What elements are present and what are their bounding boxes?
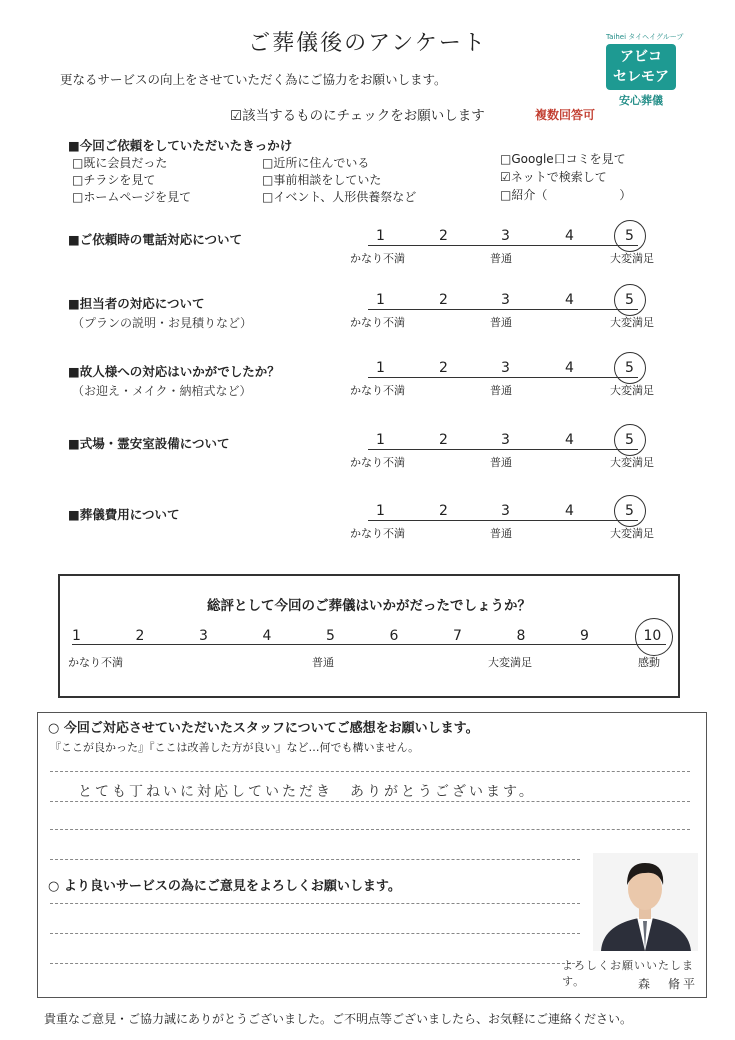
- summary-option-7[interactable]: 7: [453, 628, 462, 644]
- rating-label-low: かなり不満: [350, 252, 405, 265]
- question-heading: ■葬儀費用について: [68, 507, 180, 522]
- page-subtitle: 更なるサービスの向上をさせていただく為にご協力をお願いします。: [60, 72, 447, 87]
- trigger-heading: ■今回ご依頼をしていただいたきっかけ: [68, 138, 293, 153]
- summary-option-9[interactable]: 9: [580, 628, 589, 644]
- option-netsearch[interactable]: ☑ネットで検索して: [500, 170, 607, 184]
- rating-option-2[interactable]: 2: [439, 432, 448, 448]
- rating-label-mid: 普通: [490, 527, 512, 540]
- rating-option-1[interactable]: 1: [376, 503, 385, 519]
- question-heading: ■式場・霊安室設備について: [68, 436, 230, 451]
- rating-option-2[interactable]: 2: [439, 292, 448, 308]
- rating-label-low: かなり不満: [350, 384, 405, 397]
- rating-option-5[interactable]: 5: [625, 503, 634, 519]
- summary-option-10[interactable]: 10: [643, 628, 662, 644]
- summary-option-6[interactable]: 6: [389, 628, 399, 644]
- selected-rating-circle: [614, 352, 646, 384]
- rating-label-high: 大変満足: [610, 456, 654, 469]
- rating-option-3[interactable]: 3: [501, 228, 510, 244]
- suggestion-question: ○ より良いサービスの為にご意見をよろしくお願いします。: [48, 879, 401, 894]
- rating-label-mid: 普通: [490, 384, 512, 397]
- rating-option-4[interactable]: 4: [565, 228, 574, 244]
- staff-message: よろしくお願いいたします。: [562, 959, 694, 988]
- summary-label-high: 大変満足: [488, 656, 532, 669]
- page-title: ご葬儀後のアンケート: [248, 31, 487, 56]
- answer-line: [50, 801, 690, 802]
- summary-label-top: 感動: [638, 656, 660, 669]
- summary-label-low: かなり不満: [68, 656, 123, 669]
- logo-line1: アビコ: [620, 49, 662, 65]
- question-heading: ■ご依頼時の電話対応について: [68, 232, 243, 247]
- summary-option-3[interactable]: 3: [199, 628, 208, 644]
- rating-label-mid: 普通: [490, 252, 512, 265]
- rating-label-mid: 普通: [490, 456, 512, 469]
- summary-option-1[interactable]: 1: [72, 628, 81, 644]
- summary-scale-line: [72, 644, 666, 645]
- footer-note: 貴重なご意見・ご協力誠にありがとうございました。ご不明点等ございましたら、お気軽にご連絡ください。: [44, 1012, 633, 1026]
- rating-option-2[interactable]: 2: [439, 503, 448, 519]
- rating-label-high: 大変満足: [610, 316, 654, 329]
- rating-option-4[interactable]: 4: [565, 292, 574, 308]
- staff-feedback-hint: 『ここが良かった』『ここは改善した方が良い』など…何でも構いません。: [50, 741, 420, 754]
- company-logo: [606, 44, 676, 90]
- rating-option-1[interactable]: 1: [376, 292, 385, 308]
- summary-selected-circle: [635, 618, 673, 656]
- staff-feedback-answer[interactable]: とても丁ねいに対応していただき ありがとうございます。: [78, 784, 536, 800]
- rating-scale-line: [368, 520, 638, 521]
- rating-option-4[interactable]: 4: [565, 360, 574, 376]
- selected-rating-circle: [614, 424, 646, 456]
- rating-option-5[interactable]: 5: [625, 360, 634, 376]
- rating-option-3[interactable]: 3: [501, 503, 510, 519]
- answer-line: [50, 859, 580, 860]
- summary-question: 総評として今回のご葬儀はいかがだったでしょうか？: [207, 598, 531, 614]
- rating-option-4[interactable]: 4: [565, 503, 574, 519]
- summary-option-5[interactable]: 5: [326, 628, 335, 644]
- rating-label-low: かなり不満: [350, 316, 405, 329]
- logo-line2: セレモア: [613, 69, 669, 85]
- rating-scale-line: [368, 377, 638, 378]
- rating-label-mid: 普通: [490, 316, 512, 329]
- rating-label-low: かなり不満: [350, 456, 405, 469]
- rating-option-1[interactable]: 1: [376, 360, 385, 376]
- answer-line: [50, 933, 580, 934]
- option-google[interactable]: □Google口コミを見て: [500, 152, 626, 166]
- option-event[interactable]: □イベント、人形供養祭など: [262, 190, 417, 204]
- summary-box: [58, 574, 680, 698]
- option-homepage[interactable]: □ホームページを見て: [72, 190, 192, 204]
- rating-option-1[interactable]: 1: [376, 228, 385, 244]
- option-flyer[interactable]: □チラシを見て: [72, 173, 156, 187]
- summary-option-8[interactable]: 8: [516, 628, 526, 644]
- question-subtext: （お迎え・メイク・納棺式など）: [72, 384, 252, 398]
- answer-line: [50, 963, 580, 964]
- question-heading: ■担当者の対応について: [68, 296, 205, 311]
- rating-option-2[interactable]: 2: [439, 228, 448, 244]
- rating-option-2[interactable]: 2: [439, 360, 448, 376]
- option-member[interactable]: □既に会員だった: [72, 156, 168, 170]
- rating-option-1[interactable]: 1: [376, 432, 385, 448]
- rating-option-3[interactable]: 3: [501, 432, 510, 448]
- rating-option-5[interactable]: 5: [625, 228, 634, 244]
- summary-option-2[interactable]: 2: [135, 628, 145, 644]
- staff-photo: [593, 853, 698, 951]
- rating-label-high: 大変満足: [610, 252, 654, 265]
- staff-feedback-question: ○ 今回ご対応させていただいたスタッフについてご感想をお願いします。: [48, 721, 479, 736]
- rating-option-4[interactable]: 4: [565, 432, 574, 448]
- comments-box: [37, 712, 707, 998]
- logo-brand: Taihei タイヘイグループ: [606, 33, 684, 41]
- selected-rating-circle: [614, 284, 646, 316]
- question-heading: ■故人様への対応はいかがでしたか？: [68, 364, 280, 379]
- summary-option-4[interactable]: 4: [262, 628, 272, 644]
- selected-rating-circle: [614, 495, 646, 527]
- question-subtext: （プランの説明・お見積りなど）: [72, 316, 253, 330]
- instruction-text: 該当するものにチェックをお願いします: [242, 108, 485, 124]
- answer-line: [50, 829, 690, 830]
- rating-scale-line: [368, 309, 638, 310]
- rating-option-3[interactable]: 3: [501, 292, 510, 308]
- summary-label-mid: 普通: [312, 656, 334, 669]
- check-instruction: [230, 104, 485, 124]
- logo-tagline: 安心葬儀: [619, 94, 663, 107]
- rating-scale-line: [368, 245, 638, 246]
- multiple-answers-note: 複数回答可: [535, 108, 596, 122]
- rating-label-high: 大変満足: [610, 384, 654, 397]
- rating-label-low: かなり不満: [350, 527, 405, 540]
- selected-rating-circle: [614, 220, 646, 252]
- answer-line: [50, 903, 580, 904]
- option-referral[interactable]: □紹介（ ）: [500, 188, 632, 202]
- rating-scale-line: [368, 449, 638, 450]
- checkmark-icon: ☑: [230, 108, 243, 124]
- rating-option-5[interactable]: 5: [625, 432, 634, 448]
- staff-name: 森 脩平: [638, 977, 699, 991]
- rating-option-3[interactable]: 3: [501, 360, 510, 376]
- rating-label-high: 大変満足: [610, 527, 654, 540]
- answer-line: [50, 771, 690, 772]
- rating-option-5[interactable]: 5: [625, 292, 634, 308]
- option-nearby[interactable]: □近所に住んでいる: [262, 156, 370, 170]
- option-preconsult[interactable]: □事前相談をしていた: [262, 173, 382, 187]
